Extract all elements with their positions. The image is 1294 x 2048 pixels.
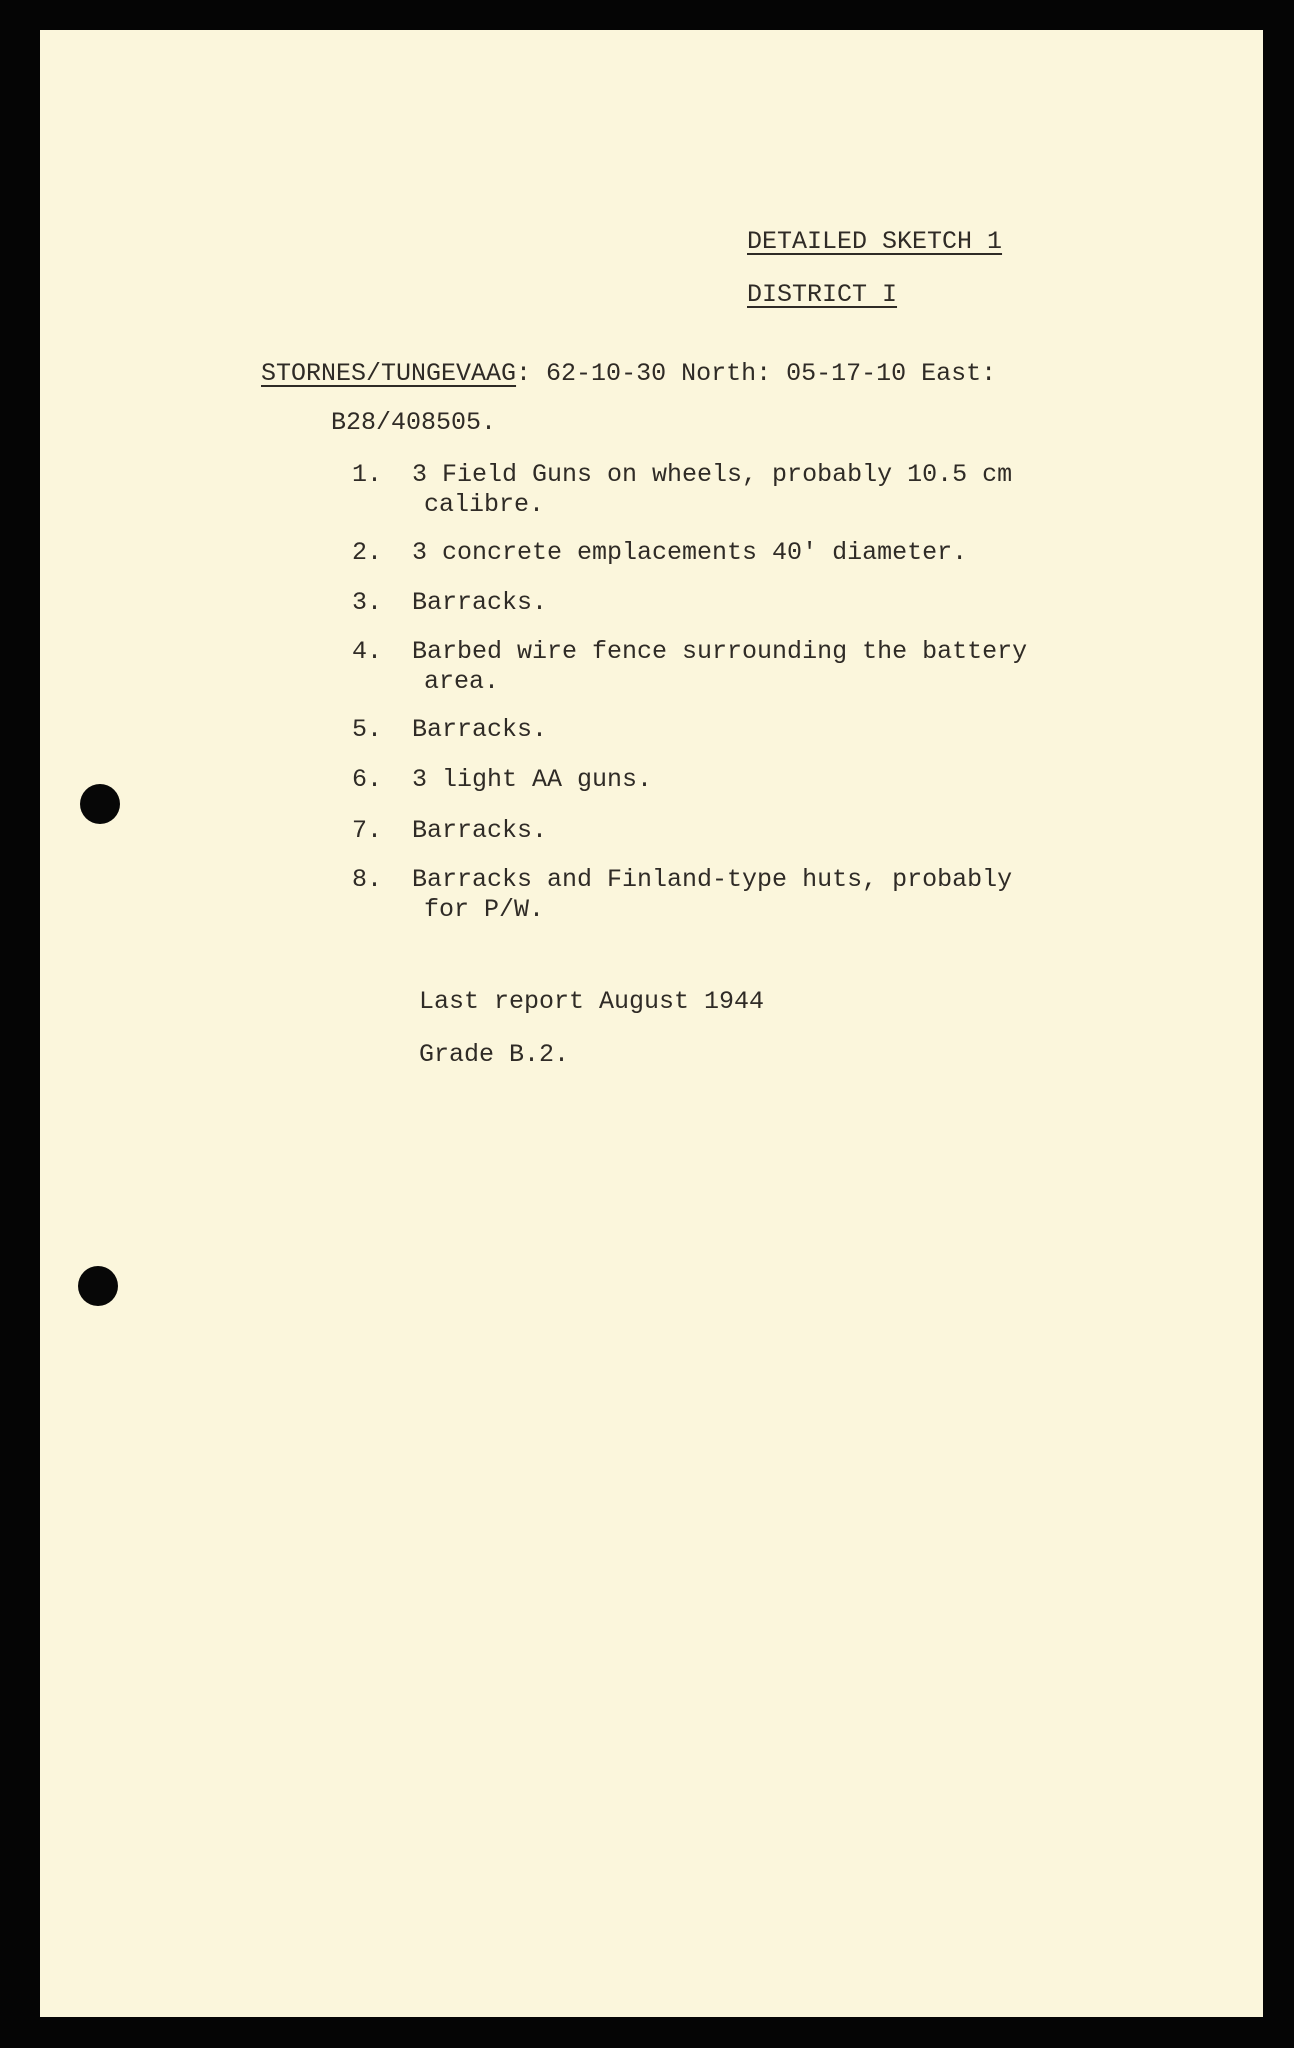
item-number: 1. [352, 460, 383, 489]
list-item [352, 765, 652, 795]
list-item [352, 715, 547, 745]
last-report: Last report August 1944 [419, 987, 765, 1016]
item-continuation: calibre. [424, 490, 545, 519]
item-number: 6. [352, 765, 383, 794]
grade: Grade B.2. [419, 1040, 570, 1069]
punch-hole-bottom [78, 1266, 118, 1306]
location-name: STORNES/TUNGEVAAG [261, 359, 517, 388]
item-text: Barbed wire fence surrounding the battery [412, 637, 1028, 666]
location-grid-reference: B28/408505. [331, 408, 497, 437]
list-item [352, 865, 1012, 925]
list-item [352, 460, 1012, 520]
item-number: 3. [352, 588, 383, 617]
item-text: 3 concrete emplacements 40' diameter. [412, 538, 968, 567]
list-item [352, 816, 547, 846]
location-line [261, 358, 996, 390]
item-number: 4. [352, 637, 383, 666]
list-item [352, 538, 967, 568]
item-continuation: area. [424, 667, 500, 696]
heading-district: DISTRICT I [747, 280, 898, 309]
document-page [40, 30, 1263, 2017]
list-item [352, 588, 547, 618]
list-item [352, 637, 1027, 697]
item-text: Barracks. [412, 715, 548, 744]
punch-hole-top [80, 784, 120, 824]
item-number: 2. [352, 538, 383, 567]
item-text: 3 light AA guns. [412, 765, 653, 794]
heading-detailed-sketch: DETAILED SKETCH 1 [747, 227, 1003, 256]
item-text: Barracks and Finland-type huts, probably [412, 865, 1013, 894]
location-coordinates: : 62-10-30 North: 05-17-10 East: [516, 359, 997, 388]
item-number: 7. [352, 816, 383, 845]
item-text: 3 Field Guns on wheels, probably 10.5 cm [412, 460, 1013, 489]
item-text: Barracks. [412, 816, 548, 845]
item-number: 8. [352, 865, 383, 894]
item-number: 5. [352, 715, 383, 744]
item-continuation: for P/W. [424, 895, 545, 924]
item-text: Barracks. [412, 588, 548, 617]
